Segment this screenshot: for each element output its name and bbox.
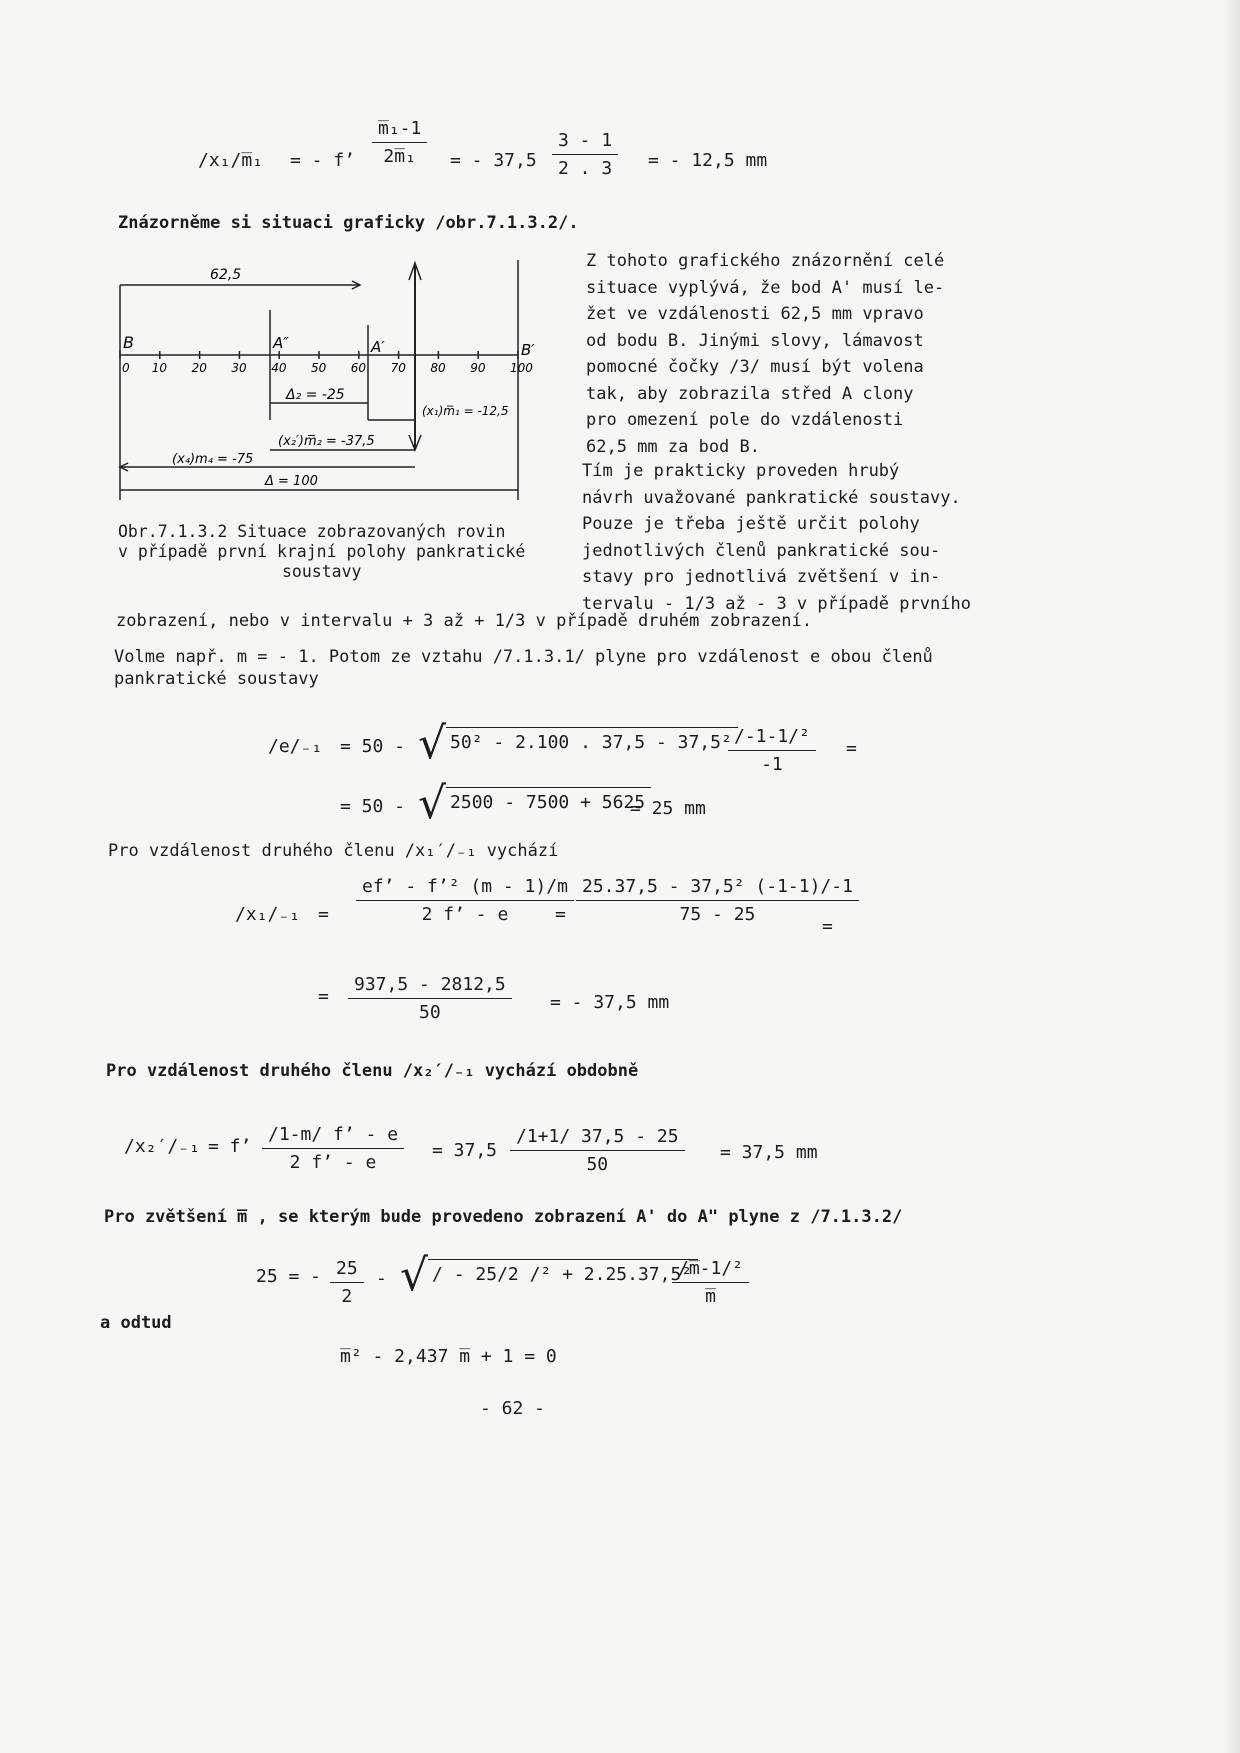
text-zobrazeni: zobrazení, nebo v intervalu + 3 až + 1/3 v případě druhém zobrazení. (116, 611, 812, 631)
right-paragraph-2 (582, 458, 992, 617)
axis-tick-label: 50 (311, 361, 327, 375)
eq-x1-line2-eq: = (318, 986, 329, 1007)
text-pro-3: Pro zvětšení m̅ , se kterým bude provedeno zobrazení A' do A" plyne z /7.1.3.2/ (104, 1207, 903, 1227)
eq-e-radicand: 50² - 2.100 . 37,5 - 37,5² (446, 727, 738, 753)
eq-x1-eq: = (318, 904, 329, 925)
eq-e-tail: = (846, 738, 857, 759)
eq-m-sqrt (400, 1250, 698, 1301)
eq-e-line2-eq: = 50 - (340, 796, 406, 817)
eq-e-frac-den: -1 (761, 754, 783, 775)
eq-e-line2-sqrt (418, 778, 651, 829)
text-pro-2: Pro vzdálenost druhého členu /x₂′/₋₁ vychází obdobně (106, 1061, 639, 1081)
fig-label-x2: (x₂′)m̅₂ = -37,5 (278, 434, 375, 449)
sqrt-symbol: √ (418, 718, 447, 769)
sqrt-symbol: √ (400, 1250, 429, 1301)
right-para2-line: tervalu - 1/3 až - 3 v případě prvního (582, 593, 971, 614)
eq-e-lhs: /e/₋₁ (268, 736, 323, 757)
eq-x2-frac1 (262, 1124, 404, 1173)
eq-final: m̅² - 2,437 m̅ + 1 = 0 (340, 1346, 557, 1367)
eq-m-frac2-num: /m̅-1/² (672, 1258, 749, 1283)
eq-x2-frac2-den: 50 (586, 1154, 609, 1175)
fig-label-B: B (123, 333, 134, 352)
eq-x1-frac1-num: ef’ - f’² (m - 1)/m (356, 876, 574, 901)
text-pro-1: Pro vzdálenost druhého členu /x₁′/₋₁ vychází (108, 841, 559, 861)
right-para2-line: návrh uvažované pankratické soustavy. (582, 487, 961, 508)
formula1-frac2-num: 3 - 1 (552, 130, 618, 155)
right-para1-line: tak, aby zobrazila střed A clony (586, 383, 914, 404)
formula1-frac1-den: 2m̅₁ (383, 146, 416, 167)
right-para2-line: Tím je prakticky proveden hrubý (582, 461, 900, 481)
right-para1-line: pro omezení pole do vzdálenosti (586, 410, 904, 430)
caption-line-3: soustavy (282, 562, 362, 581)
eq-x1-frac1 (356, 876, 574, 925)
axis-tick-label: 10 (151, 361, 168, 375)
right-para1-line: 62,5 mm za bod B. (586, 436, 760, 457)
axis-tick-label: 40 (271, 361, 287, 375)
axis-tick-label: 70 (390, 361, 406, 375)
fig-label-delta2: Δ₂ = -25 (286, 387, 345, 403)
eq-x1-line2-frac (348, 974, 512, 1023)
eq-m-lhs: 25 = - (256, 1266, 322, 1287)
eq-x1-lhs: /x₁/₋₁ (235, 904, 301, 925)
axis-tick-label: 80 (430, 361, 446, 375)
axis-tick-label: 100 (510, 361, 533, 375)
formula1-frac1-num: m̅₁-1 (372, 118, 427, 143)
axis-tick-label: 30 (231, 361, 247, 375)
eq-m-radicand: / - 25/2 /² + 2.25.37,5² (428, 1259, 698, 1285)
axis-tick-label: 0 (122, 361, 130, 375)
eq-m-frac2-den: m̅ (705, 1286, 716, 1307)
eq-x1-line2-result: = - 37,5 mm (550, 992, 670, 1013)
formula1-eq1: = - f’ (290, 150, 356, 171)
right-para2-line: stavy pro jednotlivá zvětšení v in- (582, 567, 941, 587)
eq-m-frac1 (330, 1258, 364, 1307)
eq-m-frac2 (672, 1258, 749, 1307)
text-volme-line1: Volme např. m = - 1. Potom ze vztahu /7.1.3.1/ plyne pro vzdálenost e obou členů (114, 647, 933, 667)
right-para1-line: situace vyplývá, že bod A' musí le- (586, 277, 945, 298)
fig-label-dim-top: 62,5 (210, 267, 242, 283)
eq-x1-frac2-den: 75 - 25 (679, 904, 756, 925)
eq-x1-frac2 (576, 876, 859, 925)
eq-e-line2-result: = 25 mm (630, 798, 706, 819)
axis-tick-label: 20 (191, 361, 207, 375)
caption-line-1: Obr.7.1.3.2 Situace zobrazovaných rovin (118, 522, 506, 541)
eq-x1-frac1-den: 2 f’ - e (421, 904, 509, 925)
right-para2-line: jednotlivých členů pankratické sou- (582, 540, 941, 561)
eq-x2-frac1-num: /1-m/ f’ - e (262, 1124, 404, 1149)
formula1-eq2: = - 37,5 (450, 150, 537, 171)
right-para1-line: od bodu B. Jinými slovy, lámavost (586, 330, 924, 351)
page-edge-shadow (1222, 0, 1240, 1753)
eq-x1-frac2-num: 25.37,5 - 37,5² (-1-1)/-1 (576, 876, 859, 901)
axis-tick-label: 60 (350, 361, 367, 375)
right-para1-line: pomocné čočky /3/ musí být volena (586, 357, 924, 377)
eq-e-line2-radicand: 2500 - 7500 + 5625 (446, 787, 651, 813)
right-para2-line: Pouze je třeba ještě určit polohy (582, 514, 920, 534)
fig-label-B-prime: B′ (521, 341, 535, 359)
fig-label-delta-total: Δ = 100 (265, 474, 318, 489)
fig-label-A-prime: A′ (371, 338, 385, 356)
eq-x2-eq2: = 37,5 (432, 1140, 498, 1161)
eq-e-sqrt (418, 718, 738, 769)
fig-label-x1: (x₁)m̅₁ = -12,5 (422, 404, 509, 418)
fig-label-A-double-prime: A″ (273, 334, 289, 352)
right-para1-line: Z tohoto grafického znázornění celé (586, 251, 945, 271)
text-odtud: a odtud (100, 1313, 172, 1333)
eq-x1-line2-den: 50 (419, 1002, 441, 1023)
right-paragraph-1 (586, 248, 996, 460)
page-number: - 62 - (480, 1398, 546, 1419)
formula1-frac1 (372, 118, 427, 167)
eq-x2-frac2 (510, 1126, 685, 1175)
eq-x2-result: = 37,5 mm (720, 1142, 818, 1163)
axis-tick-label: 90 (470, 361, 486, 375)
formula1-frac2 (552, 130, 618, 179)
formula1-lhs: /x₁/m̅₁ (198, 150, 264, 171)
eq-x2-frac2-num: /1+1/ 37,5 - 25 (510, 1126, 685, 1151)
text-volme-line2: pankratické soustavy (114, 669, 319, 689)
figure-diagram (110, 255, 550, 505)
sqrt-symbol: √ (418, 778, 447, 829)
eq-m-minus: - (376, 1268, 387, 1289)
right-para1-line: žet ve vzdálenosti 62,5 mm vpravo (586, 304, 924, 324)
eq-x2-frac1-den: 2 f’ - e (289, 1152, 377, 1173)
formula1-result: = - 12,5 mm (648, 150, 768, 171)
eq-e-eq: = 50 - (340, 736, 406, 757)
eq-m-frac1-den: 2 (341, 1286, 353, 1307)
eq-x1-eq2: = (555, 904, 566, 925)
eq-x2-eq: = f’ (208, 1136, 252, 1157)
intro-line: Znázorněme si situaci graficky /obr.7.1.3.2/. (118, 213, 579, 233)
eq-x1-eq3: = (822, 916, 833, 937)
eq-x2-lhs: /x₂′/₋₁ (124, 1136, 200, 1157)
formula1-frac2-den: 2 . 3 (558, 158, 613, 179)
eq-e-frac-num: /-1-1/² (728, 726, 816, 751)
eq-m-frac1-num: 25 (330, 1258, 364, 1283)
fig-label-x4: (x₄)m₄ = -75 (172, 452, 254, 467)
eq-e-frac (728, 726, 816, 775)
eq-x1-line2-num: 937,5 - 2812,5 (348, 974, 512, 999)
caption-line-2: v případě první krajní polohy pankratické (118, 542, 526, 561)
